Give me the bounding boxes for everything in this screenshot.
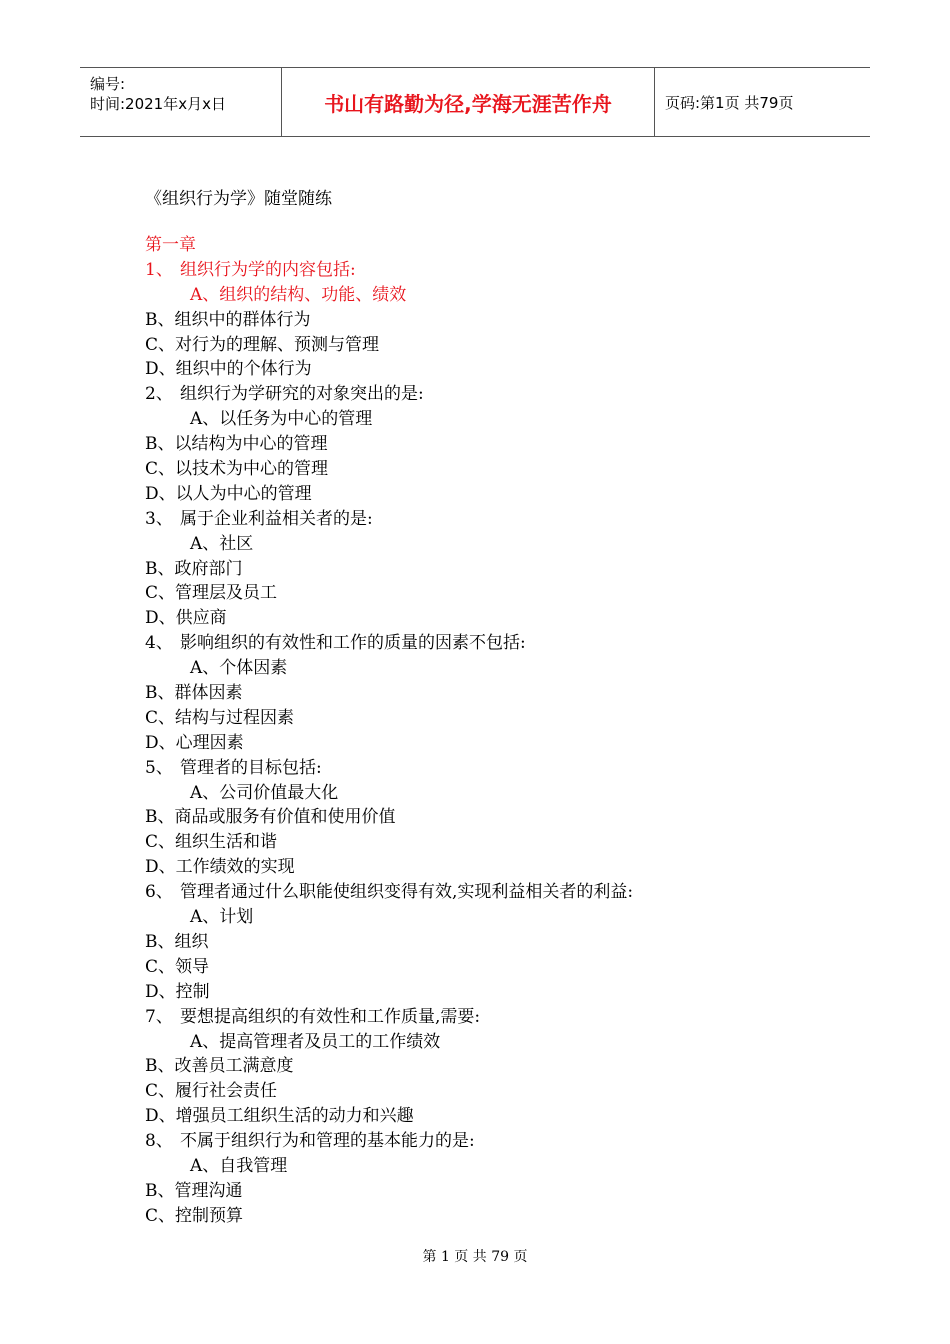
option-item: A、提高管理者及员工的工作绩效 [190, 1031, 441, 1052]
question-item [145, 756, 633, 781]
document-title: 《组织行为学》随堂随练 [145, 189, 332, 209]
question-number: 7、 [145, 1006, 173, 1027]
document-body [145, 233, 633, 1229]
question-text: 组织行为学研究的对象突出的是: [180, 384, 424, 405]
option-item: D、心理因素 [145, 732, 244, 753]
option-item: A、自我管理 [190, 1155, 288, 1176]
question-number: 8、 [145, 1131, 173, 1152]
option-item: B、组织中的群体行为 [145, 309, 311, 330]
option-item: C、履行社会责任 [145, 1081, 278, 1102]
header-info-cell [80, 68, 282, 136]
question-item [145, 1005, 633, 1030]
question-number: 3、 [145, 508, 173, 529]
question-number: 4、 [145, 633, 173, 654]
option-item: C、以技术为中心的管理 [145, 459, 329, 480]
option-item: D、增强员工组织生活的动力和兴趣 [145, 1106, 414, 1127]
question-item [145, 880, 633, 905]
page-footer: 第 1 页 共 79 页 [422, 1249, 528, 1265]
option-item: B、政府部门 [145, 558, 243, 579]
option-item: C、组织生活和谐 [145, 832, 278, 853]
option-item: A、个体因素 [190, 658, 288, 679]
question-number: 1、 [145, 259, 173, 280]
option-item: D、组织中的个体行为 [145, 359, 312, 380]
question-item [145, 1129, 633, 1154]
question-number: 6、 [145, 882, 173, 903]
option-item: A、计划 [190, 907, 254, 928]
option-item: C、领导 [145, 956, 210, 977]
question-item [145, 507, 633, 532]
question-text: 组织行为学的内容包括: [180, 259, 356, 280]
option-item: A、组织的结构、功能、绩效 [190, 284, 407, 305]
option-item: A、以任务为中心的管理 [190, 409, 373, 430]
question-item [145, 382, 633, 407]
option-item: A、公司价值最大化 [190, 782, 339, 803]
question-text: 影响组织的有效性和工作的质量的因素不包括: [180, 633, 526, 654]
option-item: C、管理层及员工 [145, 583, 278, 604]
question-list [145, 258, 633, 1229]
number-label: 编号: [90, 75, 126, 93]
option-item: B、商品或服务有价值和使用价值 [145, 807, 396, 828]
option-item: C、对行为的理解、预测与管理 [145, 334, 380, 355]
option-item: D、工作绩效的实现 [145, 857, 295, 878]
page-label: 页码:第1页 共79页 [665, 93, 794, 112]
header-table [80, 67, 870, 137]
option-item: C、控制预算 [145, 1205, 244, 1226]
option-item: B、管理沟通 [145, 1180, 243, 1201]
question-item [145, 258, 633, 283]
option-item: D、供应商 [145, 608, 227, 629]
question-text: 管理者的目标包括: [180, 757, 322, 778]
time-label: 时间:2021年x月x日 [90, 95, 226, 113]
question-number: 2、 [145, 384, 173, 405]
motto: 书山有路勤为径,学海无涯苦作舟 [282, 68, 655, 136]
option-item: B、改善员工满意度 [145, 1056, 294, 1077]
question-item [145, 631, 633, 656]
question-text: 管理者通过什么职能使组织变得有效,实现利益相关者的利益: [180, 882, 634, 903]
option-item: B、以结构为中心的管理 [145, 434, 328, 455]
option-item: B、组织 [145, 931, 209, 952]
question-text: 属于企业利益相关者的是: [180, 508, 373, 529]
question-text: 不属于组织行为和管理的基本能力的是: [180, 1131, 475, 1152]
option-item: C、结构与过程因素 [145, 707, 295, 728]
option-item: A、社区 [190, 533, 254, 554]
question-number: 5、 [145, 757, 173, 778]
option-item: D、以人为中心的管理 [145, 483, 312, 504]
option-item: D、控制 [145, 981, 210, 1002]
chapter-heading: 第一章 [145, 235, 196, 255]
option-item: B、群体因素 [145, 683, 243, 704]
question-text: 要想提高组织的有效性和工作质量,需要: [180, 1006, 481, 1027]
